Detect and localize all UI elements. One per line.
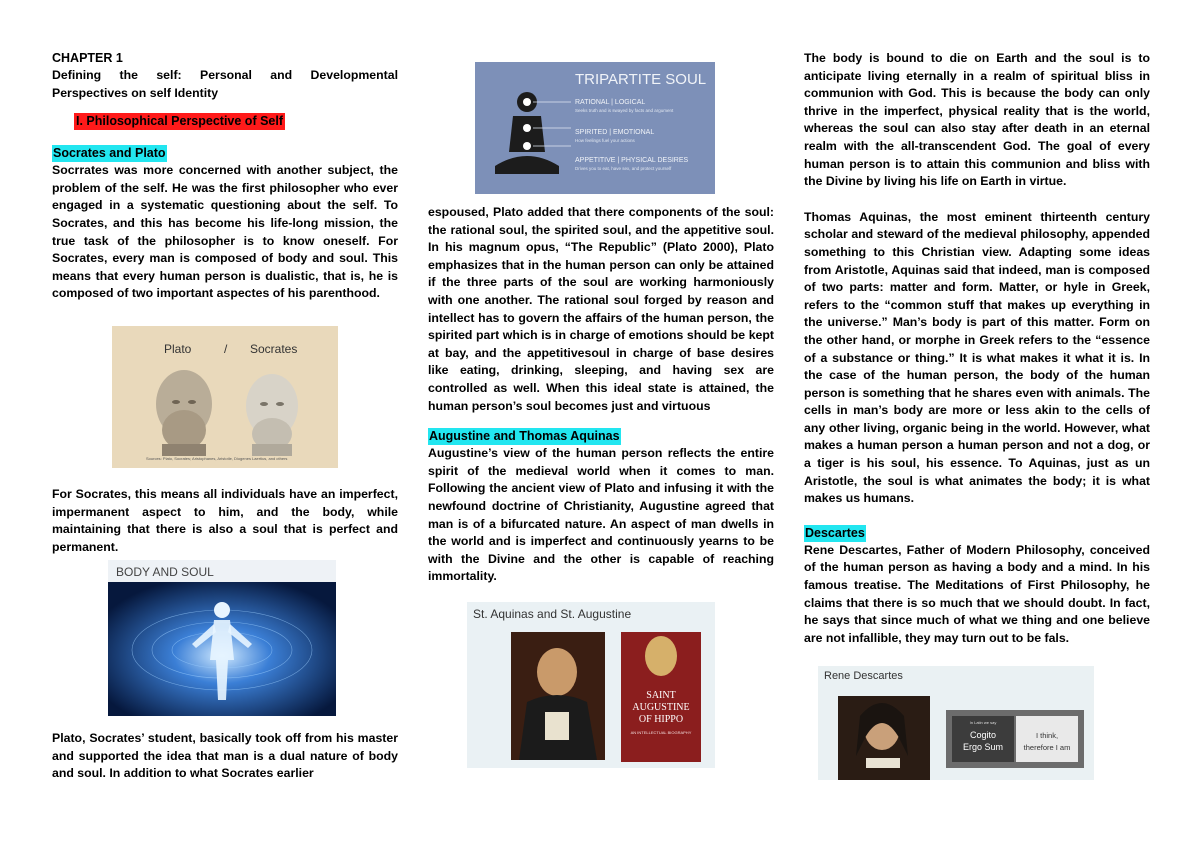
paragraph: The body is bound to die on Earth and the soul is to anticipate living eternally in a realm of spiritual bliss in communion with God. This is because the body can only thrive in the imperfect, physical reality that is the world, whereas the soul can also stay after death in an eternal realm with the all-transcendent God. The goal of every human person is to attain this communion and bliss with the Divine by living his life on Earth in virtue. [804,51,1150,189]
cogito-text: Cogito [969,730,997,740]
aquinas-augustine-image [467,602,715,768]
body-and-soul-image [108,560,336,716]
slash: / [224,342,228,356]
appetitive-label: APPETITIVE | PHYSICAL DESIRES [575,157,689,164]
paragraph: Socrrates was more concerned with another subject, the problem of the self. He was the first philosopher who ever engaged in a systematic questioning about the self. To Socrates, and this has become his life-long mission, the true task of the philosopher is to know oneself. For Socrates, every man is composed of body and soul. This means that every human person is dualistic, that is, he is composed of two important aspectes of his parenthood. [52,163,398,301]
socrates-title: Socrates [250,342,298,356]
paragraph: Plato, Socrates’ student, basically took off from his master and supported the idea that man is a dual nature of body and soul. In addition to what Socrates earlier [52,731,398,781]
book-small: In Latin we say [969,720,997,725]
paragraph: Augustine’s view of the human person reflects the entire spirit of the medieval world when it comes to man. Following the ancient view of Plato and infusing it with the newfound doctrine of Christianity, Augustine agreed that man is of a bifurcated nature. An aspect of man dwells in the world and is imperfect and continuously yearns to be with the Divine and the other is capable of reaching immortality. [428,446,774,584]
plato-title: Plato [164,342,192,356]
paragraph: espoused, Plato added that there components of the soul: the rational soul, the spirited soul, and the appetitive soul. In his magnum opus, “The Republic” (Plato 2000), Plato emphasizes that in the human person can only be attained if the three parts of the soul are working harmoniously with one another. The rational soul forged by reason and intellect has to govern the affairs of the human person, the spirited part which is in charge of emotions should be kept at bay, and the appetitivesoul in charge of base desires like eating, drinking, sleeping, and having sex are controlled as well. When this ideal state is attained, the human person’s soul becomes just and virtuous [428,205,774,413]
tripartite-title: TRIPARTITE SOUL [575,71,707,88]
descartes-image [818,666,1094,780]
column-1-end [52,730,398,783]
descartes-title: Rene Descartes [824,670,903,682]
paragraph: Rene Descartes, Father of Modern Philosophy, conceived of the human person as having a body and a mind. In his famous treatise. The Meditations of First Philosophy, he claims that there is so much that we should doubt. In fact, he says that since much of what we thing and one believe are not infallible, they may turn out to be fals. [804,542,1150,645]
socrates-plato-heading: Socrates and Plato [53,146,166,161]
fig-caption: Sources: Plato, Socrates; Aristophanes, Aristotle, Diogenes Laertius, and others [146,456,288,461]
plato-socrates-image [112,326,338,468]
therefore-text: therefore I am [1023,743,1071,752]
chapter-label: CHAPTER 1 [52,51,123,65]
aquinas-augustine-title: St. Aquinas and St. Augustine [473,607,632,621]
appetitive-desc: Drives you to eat, have sex, and protect yourself [575,166,672,171]
chapter-subtitle: Defining the self: Personal and Developmental Perspectives on self Identity [52,68,398,100]
augustine-aquinas-heading: Augustine and Thomas Aquinas [429,429,620,444]
book-line1: SAINT [646,690,676,701]
section-heading: I. Philosophical Perspective of Self [76,114,284,129]
spirited-desc: How feelings fuel your actions [575,138,635,143]
descartes-heading: Descartes [805,525,865,540]
rational-label: RATIONAL | LOGICAL [575,99,646,106]
tripartite-soul-image [475,62,715,194]
spirited-label: SPIRITED | EMOTIONAL [575,129,655,136]
paragraph: For Socrates, this means all individuals have an imperfect, impermanent aspect to him, and the body, while maintaining that there is also a soul that is perfect and permanent. [52,487,398,554]
body-soul-title: BODY AND SOUL [116,565,214,579]
column-2 [428,204,774,586]
ergo-sum-text: Ergo Sum [962,742,1004,752]
paragraph: Thomas Aquinas, the most eminent thirteenth century scholar and steward of the medieval philosophy, appended something to this Christian view. Adapting some ideas from Aristotle, Aquinas said that indeed, man is composed of two parts: matter and form. Matter, or hyle in Greek, refers to the “common stuff that makes up everything in the universe.” Man’s body is part of this matter. Form on the other hand, or morphe in Greek refers to the “essence of a substance or thing.” It is what makes it what it is. In the case of the human person, the body of the human person is something that he shares even with animals. The cells in man’s body are more or less akin to the cells of any other living, organic being in the world. However, what makes a human person a human person and not a dog, or a tiger is his soul, his essence. To Aquinas, just as un Aristotle, the soul is what animates the body; it is what makes us humans. [804,209,1150,506]
rational-desc: Seeks truth and is swayed by facts and argument [575,108,674,113]
column-1 [52,50,398,303]
column-1-cont [52,486,398,556]
i-think-text: I think, [1035,731,1059,740]
column-3 [804,50,1150,647]
book-line3: OF HIPPO [638,714,684,725]
book-line2: AUGUSTINE [632,702,690,713]
book-sub: AN INTELLECTUAL BIOGRAPHY [630,730,692,735]
